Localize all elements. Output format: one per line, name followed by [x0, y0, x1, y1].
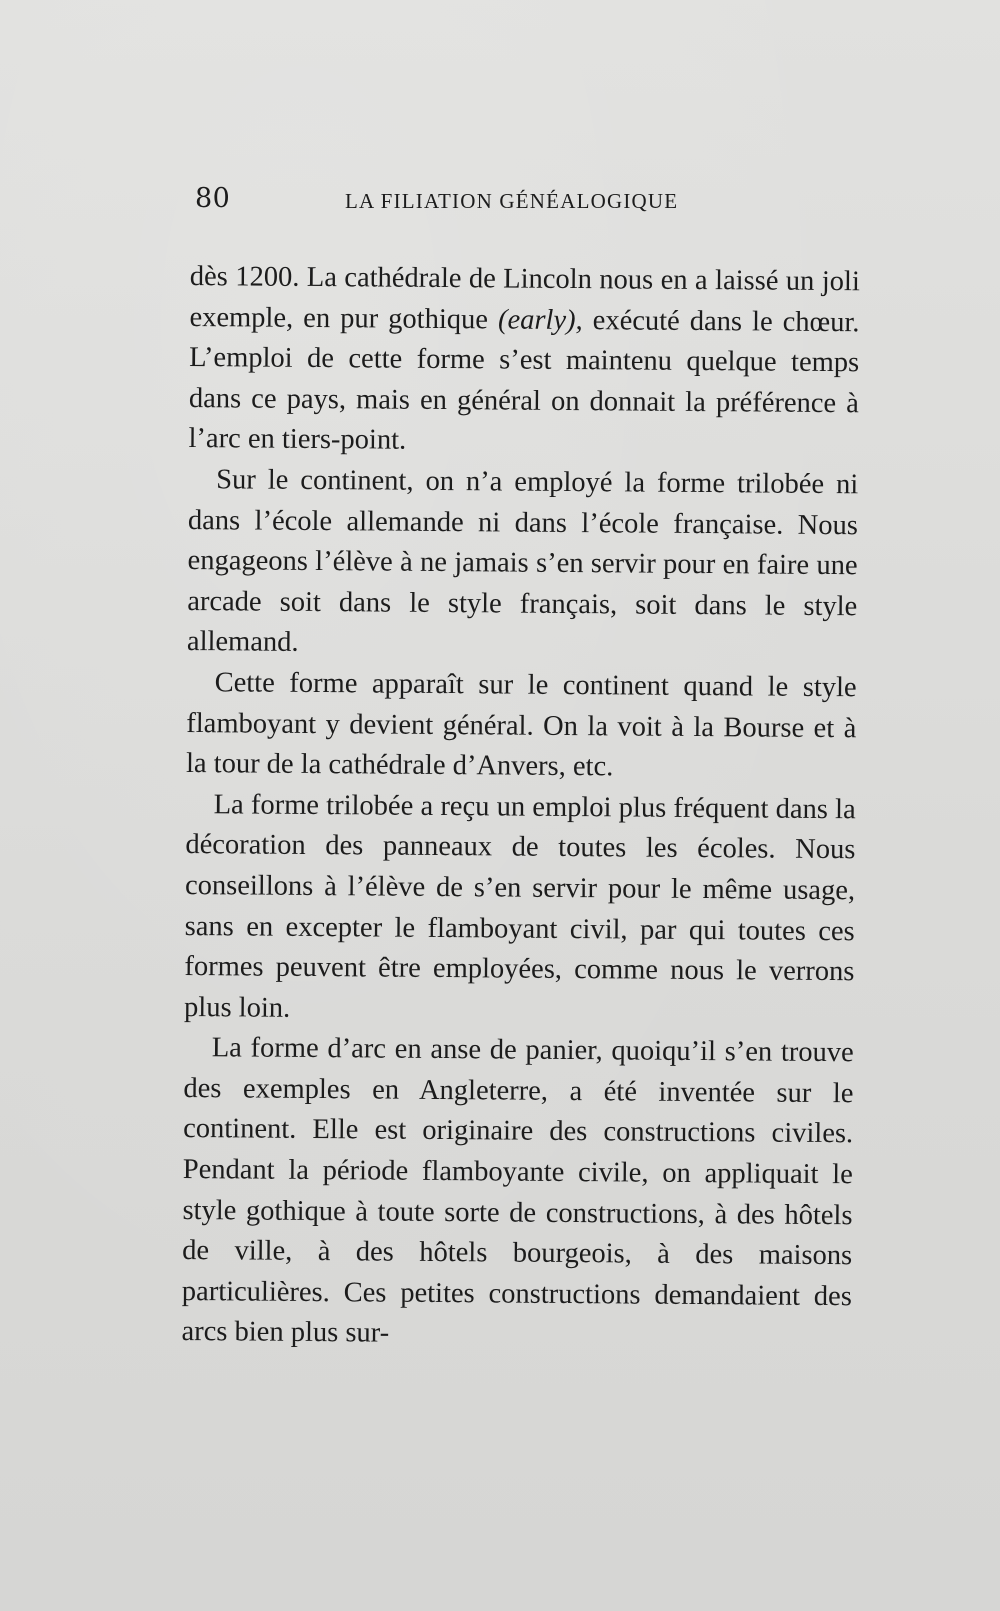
paragraph-2: Sur le continent, on n’a employé la forme trilobée ni dans l’école allemande ni dans l’école française. Nous engageons l’élève à ne jamais s’en servir pour en faire une arcade soit dans le style français, soit dans le style allemand.	[186, 464, 859, 659]
paragraph-1-text-end: exécuté dans le chœur. L’emploi de cette forme s’est maintenu quelque temps dans ce pays, mais en général on donnait la préférence à l’arc en tiers-point.	[188, 304, 860, 457]
paragraph-3: Cette forme apparaît sur le continent quand le style flamboyant y devient général. On la voit à la Bourse et à la tour de la cathédrale d’Anvers, etc.	[185, 667, 857, 783]
page-header	[195, 183, 735, 223]
page-number: 80	[195, 183, 231, 214]
paragraph-1-italic-term: (early),	[497, 304, 583, 336]
paragraph-1	[188, 257, 860, 465]
running-title: LA FILIATION GÉNÉALOGIQUE	[345, 189, 679, 213]
paragraph-1-text-start: dès 1200. La cathédrale de Lincoln nous en a laissé un joli exemple, en pur gothique	[189, 260, 860, 336]
body-text	[181, 257, 860, 1358]
paragraph-4: La forme trilobée a reçu un emploi plus fréquent dans la décoration des panneaux de toutes les écoles. Nous conseillons à l’élève de s’en servir pour le même usage, sans en excepter le flamboyant civil, par qui toutes ces formes peuvent être employées, comme nous le verrons plus loin.	[183, 788, 856, 1024]
paragraph-5: La forme d’arc en anse de panier, quoiqu’il s’en trouve des exemples en Angleterre, a été inventée sur le continent. Elle est originaire des constructions civiles. Pendant la période flamboyante civile, on appliquait le style gothique à toute sorte de constructions, à des hôtels de ville, à des hôtels bourgeois, à des maisons particulières. Ces petites constructions demandaient des arcs bien plus sur-	[181, 1032, 854, 1350]
